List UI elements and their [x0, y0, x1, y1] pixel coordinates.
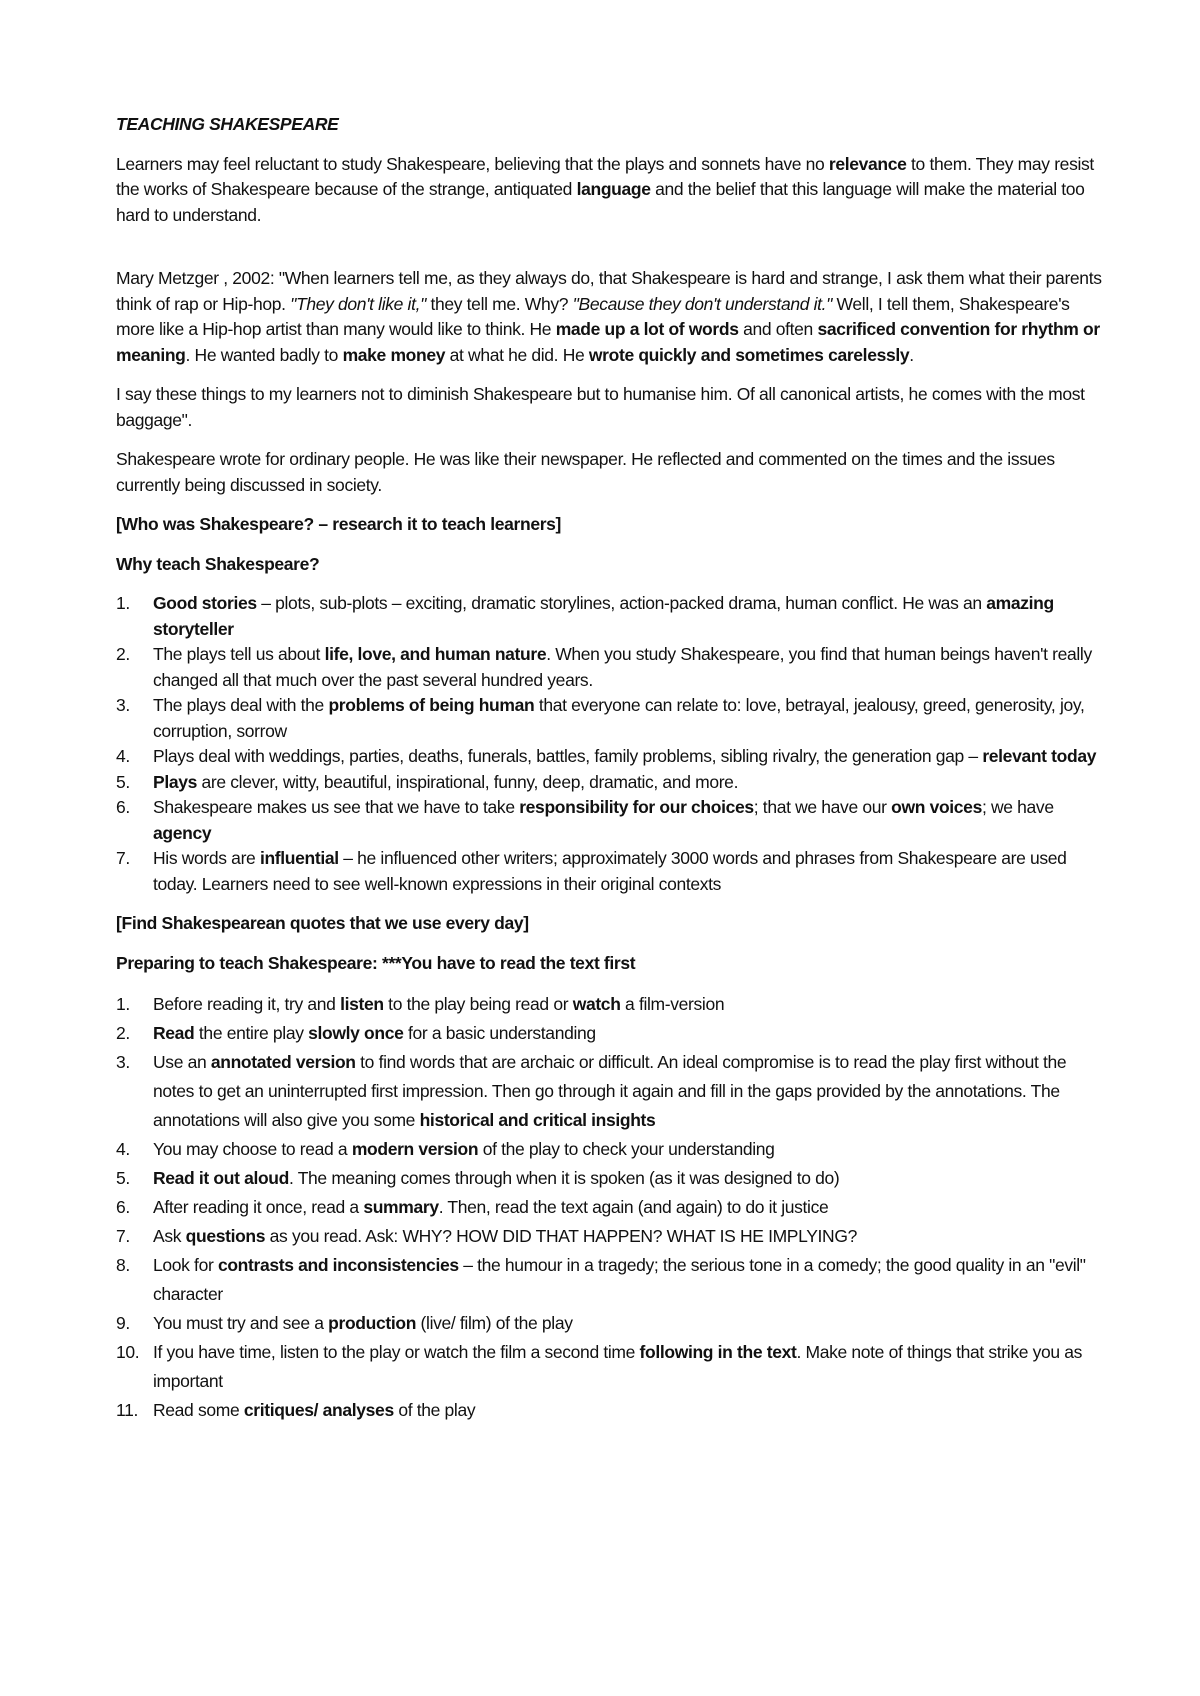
list-item-text: of the play to check your understanding	[478, 1139, 775, 1159]
list-item-text: of the play	[393, 1400, 476, 1420]
intro-paragraph: Learners may feel reluctant to study Shakespeare, believing that the plays and sonnets have no relevance to them. They may resist the works of Shakespeare because of the strange, antiquated language and the belief that this language will make the material too hard to understand.	[116, 153, 1094, 225]
list-item-number: 9.	[116, 1313, 130, 1333]
list-item-text: Use an	[153, 1052, 211, 1072]
preparing-list	[116, 990, 1106, 1425]
list-item-bold-text: slowly once	[308, 1023, 404, 1043]
list-item	[116, 744, 1106, 770]
list-item-number: 5.	[116, 1168, 130, 1188]
list-item-text: to the play being read or	[383, 994, 573, 1014]
list-item	[116, 1164, 1106, 1193]
list-item	[116, 795, 1106, 846]
list-item-text: ; that we have our	[753, 797, 892, 817]
list-item-bold-text: agency	[153, 822, 212, 843]
list-item-text: The plays tell us about	[153, 644, 325, 664]
preparing-heading: Preparing to teach Shakespeare: ***You have to read the text first	[116, 952, 636, 973]
document-title: TEACHING SHAKESPEARE	[116, 114, 339, 134]
list-item-bold-text: modern version	[351, 1139, 479, 1159]
list-item-text: Read some	[153, 1400, 244, 1420]
list-item-number: 2.	[116, 1023, 130, 1043]
list-item-text: . The meaning comes through when it is spoken (as it was designed to do)	[289, 1168, 840, 1188]
list-item-number: 8.	[116, 1255, 130, 1275]
list-item-bold-text: critiques/ analyses	[243, 1400, 394, 1420]
list-item	[116, 1309, 1106, 1338]
list-item-number: 2.	[116, 644, 130, 664]
list-item-number: 3.	[116, 1052, 130, 1072]
list-item-bold-text: Plays	[153, 771, 197, 792]
list-item-bold-text: Good stories	[153, 593, 257, 613]
list-item	[116, 770, 1106, 796]
list-item-number: 11.	[116, 1400, 138, 1420]
list-item-bold-text: own voices	[891, 797, 982, 817]
list-item-bold-text: production	[328, 1313, 417, 1333]
list-item-number: 7.	[116, 1226, 130, 1246]
list-item-number: 7.	[116, 848, 130, 868]
list-item-text: Ask	[153, 1226, 186, 1246]
list-item	[116, 846, 1106, 897]
list-item-text: a film-version	[620, 994, 725, 1014]
list-item-text: His words are	[153, 848, 260, 868]
list-item-number: 5.	[116, 771, 130, 792]
list-item	[116, 1019, 1106, 1048]
list-item-text: Look for	[153, 1255, 218, 1275]
list-item-bold-text: questions	[185, 1226, 266, 1246]
list-item-bold-text: Read it out aloud	[153, 1168, 289, 1188]
why-teach-list	[116, 591, 1106, 897]
list-item-number: 6.	[116, 1197, 130, 1217]
list-item-bold-text: amazing storyteller	[153, 593, 1054, 639]
list-item-bold-text: historical and critical insights	[419, 1110, 656, 1130]
list-item-text: The plays deal with the	[153, 695, 329, 715]
list-item	[116, 1193, 1106, 1222]
list-item-number: 1.	[116, 593, 130, 613]
list-item-bold-text: annotated version	[210, 1052, 356, 1072]
list-item	[116, 1222, 1106, 1251]
list-item-number: 4.	[116, 746, 130, 766]
list-item-bold-text: Read	[153, 1023, 195, 1043]
list-item-text: – plots, sub-plots – exciting, dramatic storylines, action-packed drama, human conflict. He was an	[256, 593, 987, 613]
list-item-text: for a basic understanding	[403, 1023, 596, 1043]
list-item-bold-text: problems of being human	[328, 695, 535, 715]
list-item-bold-text: contrasts and inconsistencies	[217, 1255, 459, 1275]
list-item-bold-text: responsibility for our choices	[519, 797, 754, 817]
list-item	[116, 693, 1106, 744]
list-item-text: as you read. Ask: WHY? HOW DID THAT HAPPEN? WHAT IS HE IMPLYING?	[265, 1226, 857, 1246]
list-item-text: the entire play	[194, 1023, 309, 1043]
document-page	[116, 112, 1106, 1425]
quotes-heading: [Find Shakespearean quotes that we use every day]	[116, 913, 529, 933]
list-item	[116, 1396, 1106, 1425]
list-item-text: . When you study Shakespeare, you find that human beings haven't really changed all that much over the past several hundred years.	[153, 644, 1092, 690]
list-item	[116, 1048, 1106, 1135]
list-item-text: If you have time, listen to the play or watch the film a second time	[153, 1342, 640, 1362]
list-item-bold-text: watch	[572, 994, 621, 1014]
list-item	[116, 990, 1106, 1019]
list-item-bold-text: summary	[363, 1197, 439, 1217]
list-item-text: Plays deal with weddings, parties, deaths, funerals, battles, family problems, sibling rivalry, the generation gap –	[153, 746, 983, 766]
list-item-number: 10.	[116, 1342, 140, 1362]
list-item-number: 3.	[116, 695, 130, 715]
list-item-bold-text: life, love, and human nature	[324, 644, 547, 664]
humanise-paragraph: I say these things to my learners not to diminish Shakespeare but to humanise him. Of all canonical artists, he comes with the most baggage".	[116, 384, 1085, 430]
list-item	[116, 1338, 1106, 1396]
list-item	[116, 591, 1106, 642]
list-item-number: 4.	[116, 1139, 130, 1159]
list-item-text: Shakespeare makes us see that we have to take	[153, 797, 520, 817]
list-item-text: You may choose to read a	[153, 1139, 352, 1159]
list-item-text: After reading it once, read a	[153, 1197, 364, 1217]
list-item-text: are clever, witty, beautiful, inspirational, funny, deep, dramatic, and more.	[196, 771, 739, 792]
list-item-text: – he influenced other writers; approximately 3000 words and phrases from Shakespeare are used today. Learners need to see well-known expressions in their original contexts	[153, 848, 1067, 894]
list-item-number: 1.	[116, 994, 130, 1014]
newspaper-paragraph: Shakespeare wrote for ordinary people. He was like their newspaper. He reflected and commented on the times and the issues currently being discussed in society.	[116, 449, 1055, 495]
list-item-text: (live/ film) of the play	[416, 1313, 573, 1333]
metzger-quote-paragraph: Mary Metzger , 2002: "When learners tell me, as they always do, that Shakespeare is hard and strange, I ask them what their parents think of rap or Hip-hop. "They don't like it," they tell me. Why? "Because they don't understand it." Well, I tell them, Shakespeare's more like a Hip-hop artist than many would like to think. He made up a lot of words and often sacrificed convention for rhythm or meaning. He wanted badly to make money at what he did. He wrote quickly and sometimes carelessly.	[116, 268, 1102, 365]
list-item-text: to find words that are archaic or difficult. An ideal compromise is to read the play first without the notes to get an uninterrupted first impression. Then go through it again and fill in the gaps provided by the annotations. The annotations will also give you some	[153, 1052, 1067, 1130]
list-item	[116, 1135, 1106, 1164]
list-item-text: . Then, read the text again (and again) to do it justice	[438, 1197, 829, 1217]
list-item	[116, 642, 1106, 693]
list-item-text: . Make note of things that strike you as important	[153, 1342, 1083, 1391]
list-item-text: Before reading it, try and	[153, 994, 341, 1014]
list-item-bold-text: following in the text	[639, 1342, 797, 1362]
list-item	[116, 1251, 1106, 1309]
research-heading: [Who was Shakespeare? – research it to teach learners]	[116, 514, 562, 534]
why-teach-heading: Why teach Shakespeare?	[116, 553, 320, 574]
list-item-bold-text: listen	[340, 994, 384, 1014]
list-item-text: You must try and see a	[153, 1313, 329, 1333]
list-item-bold-text: influential	[259, 848, 339, 868]
list-item-text: that everyone can relate to: love, betrayal, jealousy, greed, generosity, joy, corruption, sorrow	[153, 695, 1085, 741]
list-item-text: – the humour in a tragedy; the serious tone in a comedy; the good quality in an "evil" character	[153, 1255, 1086, 1304]
list-item-bold-text: relevant today	[982, 746, 1097, 766]
list-item-text: ; we have	[981, 797, 1054, 817]
list-item-number: 6.	[116, 797, 130, 817]
